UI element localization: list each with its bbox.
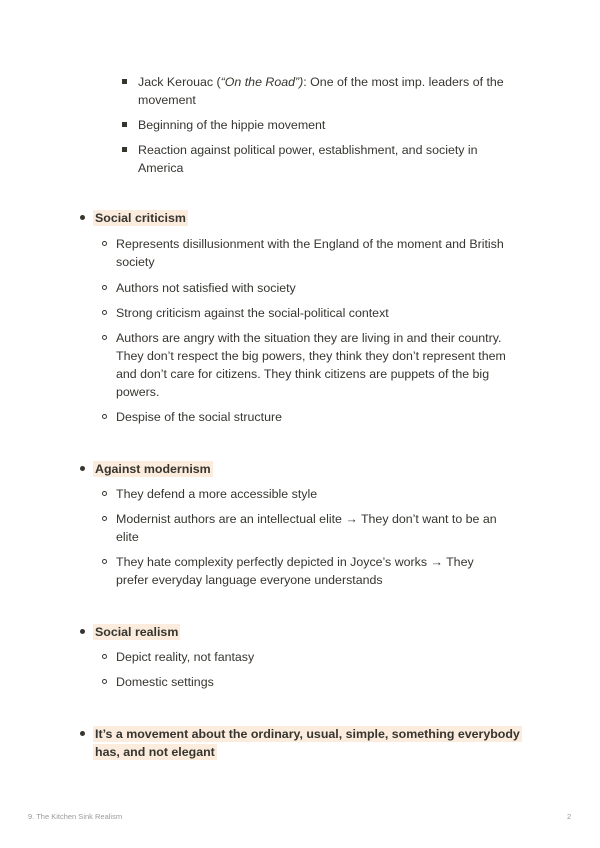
square-bullet — [122, 147, 127, 152]
conclusion-line-2 — [93, 743, 217, 761]
list-item: They hate complexity perfectly depicted in Joyce’s works → They — [116, 555, 474, 569]
heading-text: Social realism — [95, 625, 179, 639]
list-item-cont: They don’t respect the big powers, they think they don’t represent them — [116, 349, 506, 363]
square-bullet — [122, 79, 127, 84]
list-item-cont: America — [138, 161, 184, 175]
circle-bullet — [102, 414, 107, 419]
list-item: Strong criticism against the social-political context — [116, 306, 389, 320]
kerouac-line-1 — [138, 73, 504, 91]
footer-title: 9. The Kitchen Sink Realism — [28, 812, 123, 821]
list-item: They defend a more accessible style — [116, 487, 318, 501]
bullet-dot — [80, 466, 85, 471]
circle-bullet — [102, 335, 107, 340]
conclusion-text: It’s a movement about the ordinary, usual, simple, something everybody — [95, 727, 520, 741]
list-item-cont: prefer everyday language everyone understands — [116, 573, 383, 587]
bullet-dot — [80, 731, 85, 736]
list-item-cont: society — [116, 255, 155, 269]
bullet-dot — [80, 629, 85, 634]
kerouac-book-title: “On the Road”) — [220, 75, 304, 89]
conclusion-line-1 — [93, 725, 522, 743]
circle-bullet — [102, 310, 107, 315]
bullet-dot — [80, 215, 85, 220]
circle-bullet — [102, 516, 107, 521]
list-item: Domestic settings — [116, 675, 214, 689]
section-heading-social-criticism — [93, 209, 188, 227]
list-item: Reaction against political power, establishment, and society in — [138, 143, 478, 157]
list-item: Despise of the social structure — [116, 410, 282, 424]
heading-text: Social criticism — [95, 211, 186, 225]
circle-bullet — [102, 491, 107, 496]
circle-bullet — [102, 241, 107, 246]
circle-bullet — [102, 285, 107, 290]
circle-bullet — [102, 559, 107, 564]
heading-text: Against modernism — [95, 462, 211, 476]
list-item: Represents disillusionment with the England of the moment and British — [116, 237, 504, 251]
list-item-cont: powers. — [116, 385, 160, 399]
list-item: Depict reality, not fantasy — [116, 650, 255, 664]
kerouac-line-2: movement — [138, 93, 196, 107]
kerouac-desc: : One of the most imp. leaders of the — [303, 75, 504, 89]
list-item-cont: elite — [116, 530, 139, 544]
list-item: Beginning of the hippie movement — [138, 118, 326, 132]
conclusion-text: has, and not elegant — [95, 745, 215, 759]
section-heading-social-realism — [93, 623, 180, 641]
section-heading-against-modernism — [93, 460, 213, 478]
list-item: Modernist authors are an intellectual elite → They don’t want to be an — [116, 512, 497, 526]
list-item-cont: and don’t care for citizens. They think citizens are puppets of the big — [116, 367, 490, 381]
page-number: 2 — [567, 812, 572, 821]
kerouac-name: Jack Kerouac ( — [138, 75, 221, 89]
circle-bullet — [102, 654, 107, 659]
circle-bullet — [102, 679, 107, 684]
square-bullet — [122, 122, 127, 127]
list-item: Authors not satisfied with society — [116, 281, 296, 295]
list-item: Authors are angry with the situation they are living in and their country. — [116, 331, 502, 345]
